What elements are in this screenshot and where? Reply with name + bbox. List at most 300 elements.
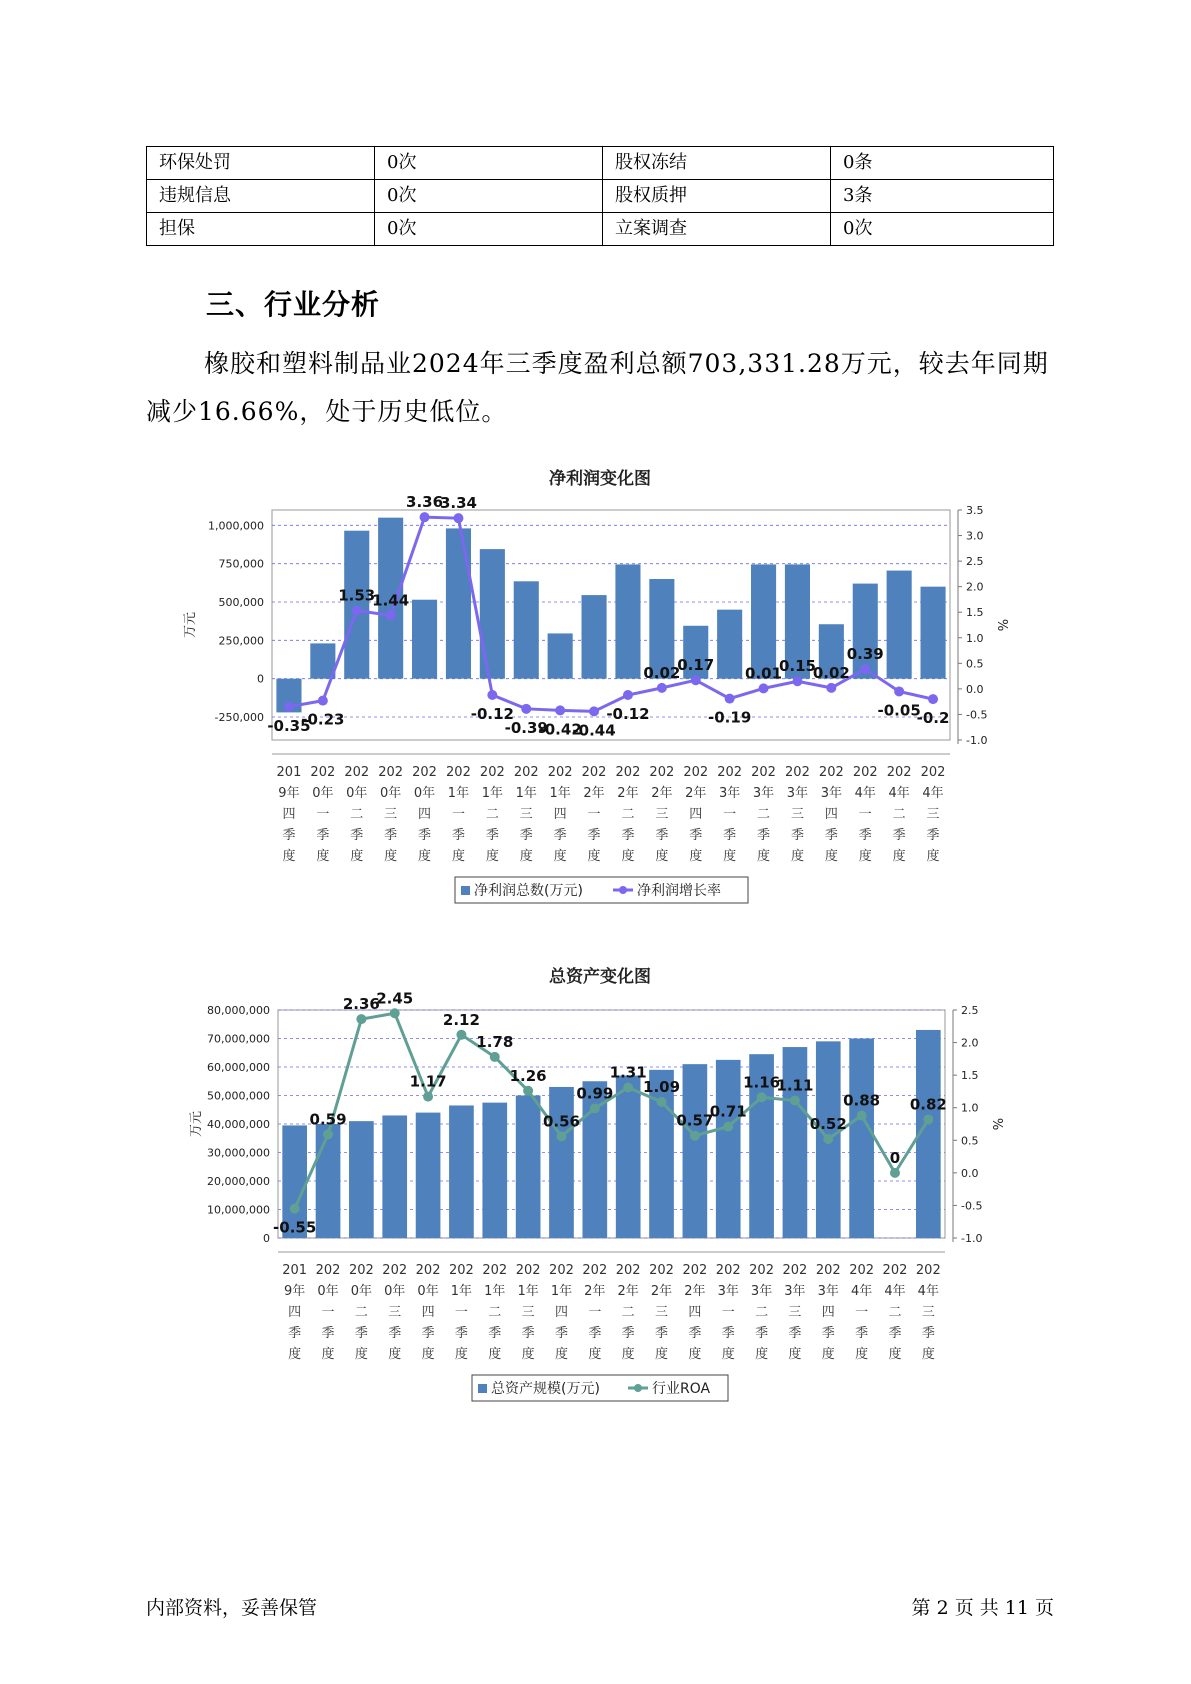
x-tick-label: 202 [378,765,404,780]
data-label: 1.44 [372,591,410,610]
x-tick-label: 度 [321,1347,335,1362]
x-tick-label: 季 [655,828,669,843]
x-tick-label: 度 [855,1347,869,1362]
x-tick-label: 四 [421,1305,435,1320]
table-cell: 环保处罚 [147,147,375,180]
x-tick-label: 度 [388,1347,402,1362]
x-tick-label: 202 [348,1263,374,1278]
x-tick-label: 0年 [384,1284,406,1299]
data-label: 1.16 [743,1073,781,1092]
x-tick-label: 二 [485,807,499,822]
x-tick-label: 202 [315,1263,341,1278]
x-tick-label: 0年 [346,786,368,801]
bar [683,1064,708,1238]
bar [382,1115,407,1238]
x-tick-label: 4年 [884,1284,906,1299]
x-tick-label: 一 [721,1305,735,1320]
data-label: 3.36 [406,493,444,512]
x-tick-label: 202 [344,765,370,780]
line-point [928,694,938,704]
x-tick-label: 3年 [784,1284,806,1299]
x-tick-label: 度 [921,1347,935,1362]
x-tick-label: 202 [683,765,709,780]
x-tick-label: 度 [553,849,567,864]
x-tick-label: 202 [581,765,607,780]
table-cell: 股权冻结 [603,147,831,180]
y-tick-label: 0 [257,672,264,686]
data-label: 0.71 [709,1102,747,1121]
bar [549,1087,574,1238]
data-label: 0.17 [677,656,715,675]
data-label: -0.55 [273,1218,317,1237]
line-point [823,1134,833,1144]
x-tick-label: 度 [418,849,432,864]
y2-tick-label: 2.0 [961,1036,979,1050]
x-tick-label: 季 [757,828,771,843]
x-tick-label: 3年 [750,1284,773,1299]
x-tick-label: 202 [749,1263,774,1278]
bar [849,1039,874,1239]
x-tick-label: 4年 [917,1284,939,1299]
table-cell: 担保 [147,213,375,246]
x-tick-label: 季 [892,828,906,843]
bar [412,600,437,679]
data-label: -0.42 [538,720,582,739]
x-tick-label: 1年 [447,786,470,801]
data-label: 0.57 [676,1111,714,1130]
x-tick-label: 4年 [854,786,876,801]
x-tick-label: 二 [755,1305,769,1320]
x-tick-label: 一 [454,1305,468,1320]
y2-tick-label: 3.5 [966,504,984,517]
total-assets-chart [0,960,1191,1420]
x-tick-label: 202 [882,1263,908,1278]
x-tick-label: 季 [621,828,635,843]
x-tick-label: 202 [449,1263,474,1278]
y-tick-label: 40,000,000 [207,1118,270,1131]
x-tick-label: 季 [451,828,465,843]
x-tick-label: 2年 [684,1284,706,1299]
y-axis-label: 万元 [183,611,198,639]
data-label: 0.02 [812,663,850,682]
bar [616,1076,641,1238]
line-point [690,1131,700,1141]
x-tick-label: 三 [788,1305,802,1320]
line-point [423,1092,433,1102]
x-tick-label: 202 [649,1263,674,1278]
x-tick-label: 季 [288,1326,302,1341]
bar [449,1105,474,1238]
x-tick-label: 202 [715,1263,741,1278]
bar [514,581,539,678]
y-tick-label: 30,000,000 [207,1146,270,1160]
x-tick-label: 3年 [820,786,842,801]
x-tick-label: 四 [288,1305,302,1320]
line-point [894,686,904,696]
table-cell: 0次 [831,213,1054,246]
bar [582,595,607,679]
x-tick-label: 201 [276,765,302,780]
x-tick-label: 度 [821,1347,835,1362]
line-point [456,1030,466,1040]
x-tick-label: 一 [723,807,737,822]
x-tick-label: 三 [519,807,533,822]
legend-line-marker [634,1384,642,1392]
x-tick-label: 四 [689,807,703,822]
x-tick-label: 度 [421,1347,435,1362]
x-tick-label: 三 [926,807,940,822]
total-assets-chart-svg [0,960,1191,1420]
x-tick-label: 季 [418,828,432,843]
line-point [521,704,531,714]
line-point [589,706,599,716]
data-label: 1.78 [476,1032,514,1051]
x-tick-label: 季 [723,828,737,843]
x-tick-label: 一 [316,807,330,822]
y-tick-label: 50,000,000 [207,1089,270,1103]
data-label: -0.05 [877,701,921,720]
y2-tick-label: 1.5 [961,1069,979,1083]
y2-axis-label: % [992,1117,1007,1131]
x-tick-label: 季 [755,1326,769,1341]
x-tick-label: 度 [788,1347,802,1362]
line-point [284,702,294,712]
data-label: -0.2 [916,709,950,728]
y2-tick-label: 1.0 [966,631,984,645]
y-tick-label: 70,000,000 [207,1032,270,1046]
y-tick-label: 20,000,000 [207,1175,270,1188]
bar [716,1060,741,1238]
x-tick-label: 度 [892,849,906,864]
x-tick-label: 202 [849,1263,875,1278]
data-label: 0.88 [843,1091,881,1110]
x-tick-label: 度 [588,1347,602,1362]
x-tick-label: 0年 [317,1284,339,1299]
x-tick-label: 季 [488,1326,502,1341]
x-tick-label: 二 [350,807,364,822]
line-point [490,1052,500,1062]
legend-label: 行业ROA [652,1381,711,1397]
x-tick-label: 四 [553,807,567,822]
x-tick-label: 三 [921,1305,935,1320]
x-tick-label: 度 [858,849,872,864]
x-tick-label: 3年 [717,1284,739,1299]
data-label: 1.09 [643,1077,681,1096]
y2-tick-label: 3.0 [966,529,984,543]
x-tick-label: 0年 [312,786,334,801]
chart-title: 总资产变化图 [549,967,651,987]
x-tick-label: 四 [824,807,838,822]
analysis-paragraph: 橡胶和塑料制品业2024年三季度盈利总额703,331.28万元，较去年同期减少16.66%，处于历史低位。 [146,349,1049,426]
bar [349,1121,374,1238]
line-point [923,1114,933,1124]
bar [316,1124,341,1238]
x-tick-label: 度 [451,849,465,864]
x-tick-label: 202 [482,1263,508,1278]
x-tick-label: 9年 [284,1284,306,1299]
x-tick-label: 202 [446,765,471,780]
x-tick-label: 度 [755,1347,769,1362]
data-label: 1.31 [609,1063,647,1082]
legend-bar-swatch [461,886,470,895]
line-point [352,606,362,616]
x-tick-label: 0年 [350,1284,373,1299]
x-tick-label: 3年 [752,786,775,801]
line-point [420,512,430,522]
x-tick-label: 度 [521,1347,535,1362]
y-tick-label: 250,000 [218,634,264,648]
x-tick-label: 202 [886,765,912,780]
y2-tick-label: -1.0 [961,1232,983,1245]
data-label: 0.82 [909,1095,947,1114]
data-label: 0.15 [778,657,816,676]
risk-info-table [146,146,1054,246]
table-cell: 0次 [375,147,603,180]
bar [446,528,471,678]
x-tick-label: 二 [621,1305,635,1320]
data-label: -0.19 [708,708,752,727]
chart-title: 净利润变化图 [549,469,651,489]
data-label: 0.02 [643,663,681,682]
x-tick-label: 202 [549,1263,574,1278]
data-label: -0.23 [301,710,345,729]
x-tick-label: 季 [421,1326,435,1341]
line-point [857,1111,867,1121]
x-tick-label: 二 [757,807,771,822]
y-tick-label: 750,000 [218,557,264,571]
y-tick-label: -250,000 [214,711,264,724]
x-tick-label: 季 [354,1326,368,1341]
x-tick-label: 一 [588,1305,602,1320]
y2-tick-label: -0.5 [966,708,988,722]
y2-tick-label: 0.0 [961,1166,979,1180]
x-tick-label: 季 [721,1326,735,1341]
x-tick-label: 202 [382,1263,408,1278]
x-tick-label: 二 [892,807,906,822]
data-label: -0.44 [572,721,616,740]
section-title: 三、行业分析 [206,288,381,321]
data-label: 0.59 [309,1110,347,1129]
data-label: 2.45 [376,989,414,1008]
x-tick-label: 一 [587,807,601,822]
y2-tick-label: 2.0 [966,580,984,594]
x-tick-label: 季 [384,828,398,843]
x-tick-label: 四 [688,1305,702,1320]
x-tick-label: 202 [717,765,743,780]
x-tick-label: 一 [451,807,465,822]
line-point [657,683,667,693]
bar [887,571,912,679]
x-tick-label: 四 [418,807,432,822]
x-tick-label: 四 [821,1305,835,1320]
x-tick-label: 202 [915,1263,941,1278]
data-label: 3.34 [439,494,477,513]
line-point [623,690,633,700]
x-tick-label: 1年 [549,786,571,801]
y-tick-label: 60,000,000 [207,1061,270,1074]
x-tick-label: 季 [888,1326,902,1341]
line-point [590,1103,600,1113]
x-tick-label: 202 [782,1263,808,1278]
y2-tick-label: -1.0 [966,734,988,747]
x-tick-label: 度 [350,849,364,864]
x-tick-label: 202 [412,765,437,780]
x-tick-label: 度 [587,849,601,864]
x-tick-label: 季 [321,1326,335,1341]
x-tick-label: 度 [282,849,296,864]
line-point [757,1092,767,1102]
x-tick-label: 季 [655,1326,669,1341]
data-label: 2.12 [442,1010,480,1029]
y2-tick-label: -0.5 [961,1199,983,1213]
bar [516,1096,541,1239]
table-row [147,213,1054,246]
x-tick-label: 季 [855,1326,869,1341]
y2-tick-label: 1.0 [961,1101,979,1115]
x-tick-label: 0年 [380,786,402,801]
bar [751,564,776,678]
x-tick-label: 度 [621,849,635,864]
x-tick-label: 202 [582,1263,608,1278]
line-point [318,696,328,706]
x-tick-label: 1年 [550,1284,573,1299]
x-tick-label: 202 [513,765,539,780]
line-point [890,1168,900,1178]
x-tick-label: 度 [888,1347,902,1362]
data-label: 1.17 [409,1072,447,1091]
line-point [623,1083,633,1093]
x-tick-label: 季 [790,828,804,843]
bar [548,633,573,678]
y-tick-label: 500,000 [218,596,264,609]
y-tick-label: 1,000,000 [208,519,264,533]
y2-tick-label: 1.5 [966,606,984,620]
line-point [290,1204,300,1214]
x-tick-label: 度 [721,1347,735,1362]
x-tick-label: 度 [488,1347,502,1362]
x-tick-label: 2年 [617,786,639,801]
data-label: -0.35 [267,716,311,735]
x-tick-label: 202 [615,1263,641,1278]
net-profit-chart-svg [0,462,1191,922]
y-axis-label: 万元 [189,1110,204,1138]
x-tick-label: 3年 [786,786,809,801]
legend-label: 净利润总数(万元) [474,883,583,899]
x-tick-label: 度 [655,1347,669,1362]
x-tick-label: 202 [815,1263,841,1278]
data-label: 0.39 [846,644,884,663]
x-tick-label: 4年 [850,1284,873,1299]
data-label: 0.01 [745,664,783,683]
line-point [555,705,565,715]
line-point [790,1096,800,1106]
x-tick-label: 202 [682,1263,708,1278]
x-tick-label: 201 [282,1263,308,1278]
table-cell: 立案调查 [603,213,831,246]
line-point [487,690,497,700]
x-tick-label: 三 [790,807,804,822]
x-tick-label: 季 [454,1326,468,1341]
bar [717,610,742,679]
line-point [657,1097,667,1107]
x-tick-label: 季 [621,1326,635,1341]
table-cell: 违规信息 [147,180,375,213]
y-tick-label: 10,000,000 [207,1203,270,1217]
page-number: 第 2 页 共 11 页 [911,1597,1054,1619]
x-tick-label: 度 [689,849,703,864]
x-tick-label: 季 [554,1326,568,1341]
x-tick-label: 季 [588,1326,602,1341]
data-label: 0.52 [809,1114,847,1133]
x-tick-label: 202 [852,765,878,780]
x-tick-label: 1年 [484,1284,506,1299]
data-label: 0.56 [542,1112,580,1131]
x-tick-label: 202 [415,1263,441,1278]
line-point [792,676,802,686]
x-tick-label: 202 [515,1263,541,1278]
x-tick-label: 度 [926,849,940,864]
x-tick-label: 季 [521,1326,535,1341]
x-tick-label: 季 [519,828,533,843]
x-tick-label: 二 [354,1305,368,1320]
data-label: 1.53 [338,586,376,605]
x-tick-label: 1年 [515,786,537,801]
x-tick-label: 2年 [651,786,673,801]
x-tick-label: 一 [858,807,872,822]
y2-tick-label: 0.5 [961,1134,979,1148]
table-cell: 0条 [831,147,1054,180]
x-tick-label: 一 [855,1305,869,1320]
x-tick-label: 三 [655,807,669,822]
line-point [723,1122,733,1132]
x-tick-label: 季 [824,828,838,843]
x-tick-label: 二 [888,1305,902,1320]
x-tick-label: 9年 [278,786,300,801]
x-tick-label: 四 [554,1305,568,1320]
line-point [390,1008,400,1018]
x-tick-label: 202 [920,765,946,780]
line-point [386,610,396,620]
x-tick-label: 度 [485,849,499,864]
net-profit-chart [0,462,1191,922]
legend-label: 总资产规模(万元) [491,1381,600,1397]
x-tick-label: 季 [350,828,364,843]
table-cell: 3条 [831,180,1054,213]
line-point [725,694,735,704]
bar [921,587,946,679]
y-tick-label: 80,000,000 [207,1004,270,1017]
x-tick-label: 202 [479,765,505,780]
y2-tick-label: 2.5 [966,555,984,569]
legend-label: 净利润增长率 [637,883,721,899]
legend-bar-swatch [478,1384,487,1393]
x-tick-label: 三 [388,1305,402,1320]
data-label: 1.26 [509,1066,547,1085]
x-tick-label: 2年 [685,786,707,801]
x-tick-label: 季 [587,828,601,843]
x-tick-label: 度 [757,849,771,864]
line-point [356,1014,366,1024]
x-tick-label: 4年 [922,786,944,801]
data-label: -0.12 [470,705,514,724]
x-tick-label: 202 [818,765,844,780]
x-tick-label: 度 [454,1347,468,1362]
x-tick-label: 度 [688,1347,702,1362]
line-point [691,675,701,685]
x-tick-label: 季 [553,828,567,843]
x-tick-label: 1年 [450,1284,473,1299]
x-tick-label: 2年 [617,1284,639,1299]
